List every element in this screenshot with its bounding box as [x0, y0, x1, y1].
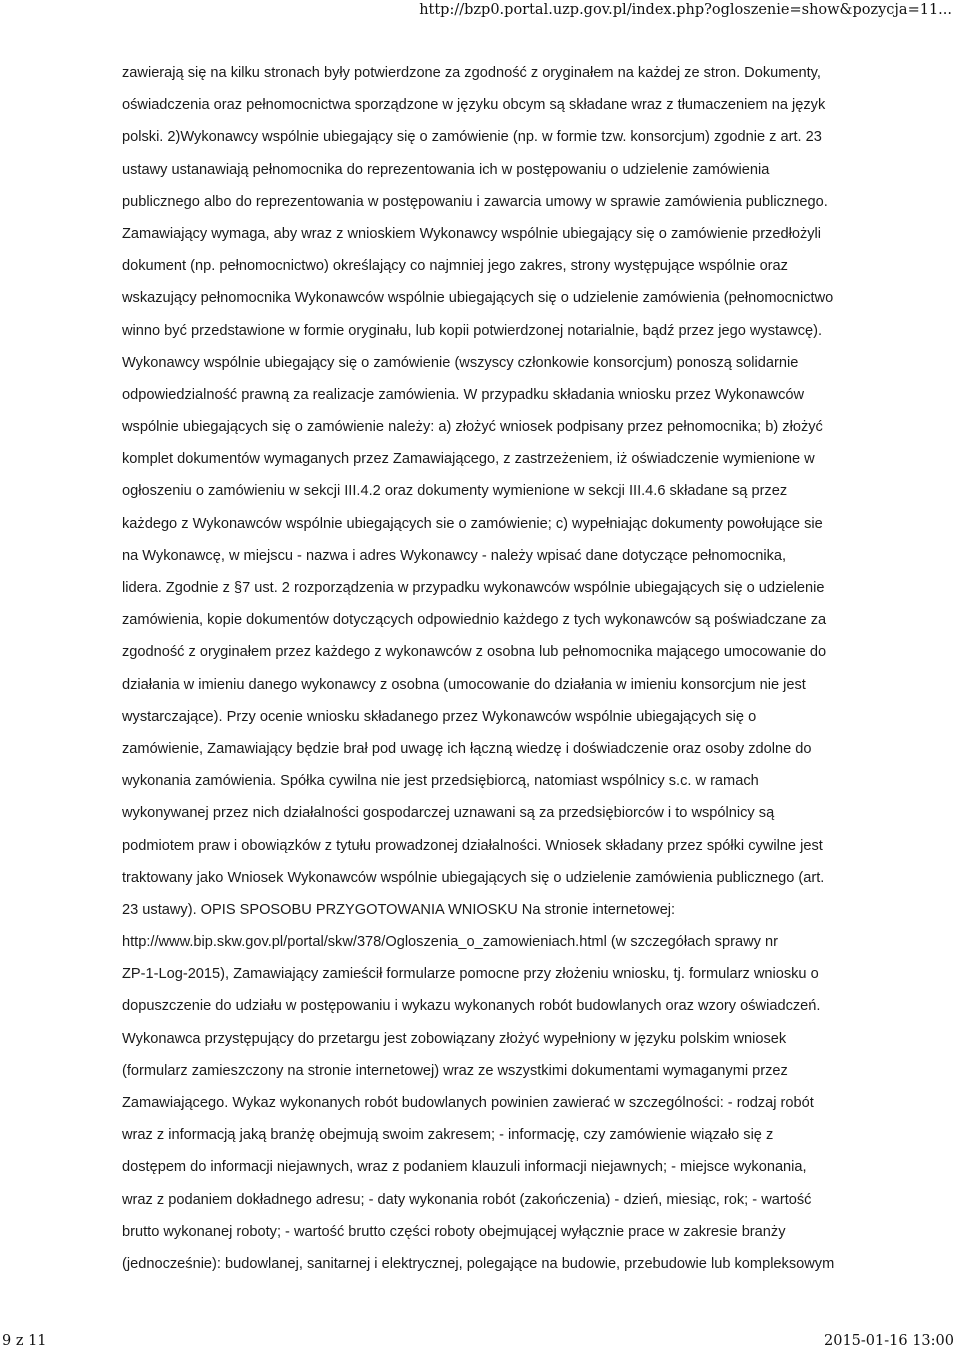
text-line: ogłoszeniu o zamówieniu w sekcji III.4.2 oraz dokumenty wymienione w sekcji III.4.6 składane są przez — [122, 483, 788, 500]
text-line: http://www.bip.skw.gov.pl/portal/skw/378/Ogloszenia_o_zamowieniach.html (w szczegółach sprawy nr — [122, 934, 778, 951]
text-line: dokument (np. pełnomocnictwo) określający co najmniej jego zakres, strony występujące wspólnie oraz — [122, 258, 788, 275]
text-line: wykonania zamówienia. Spółka cywilna nie jest przedsiębiorcą, natomiast wspólnicy s.c. w ramach — [122, 773, 759, 790]
text-line: ZP-1-Log-2015), Zamawiający zamieścił formularze pomocne przy złożeniu wniosku, tj. formularz wniosku o — [122, 966, 819, 983]
text-line: publicznego albo do reprezentowania w postępowaniu i zawarcia umowy w sprawie zamówienia publicznego. — [122, 193, 828, 210]
text-line: wykonywanej przez nich działalności gospodarczej uznawani są za przedsiębiorców i to wspólnicy są — [122, 805, 775, 822]
document-body — [122, 57, 902, 1280]
text-line: zawierają się na kilku stronach były potwierdzone za zgodność z oryginałem na każdej ze stron. Dokumenty, — [122, 65, 821, 81]
page-header-url: http://bzp0.portal.uzp.gov.pl/index.php?ogloszenie=show&pozycja=11... — [419, 2, 952, 18]
text-line: każdego z Wykonawców wspólnie ubiegających sie o zamówienie; c) wypełniając dokumenty powołujące sie — [122, 515, 823, 532]
text-line: wspólnie ubiegających się o zamówienie należy: a) złożyć wniosek podpisany przez pełnomocnika; b) złożyć — [122, 419, 823, 436]
text-line: zamówienia, kopie dokumentów dotyczących odpowiednio każdego z tych wykonawców są poświadczane za — [122, 612, 827, 629]
text-line: ustawy ustanawiają pełnomocnika do reprezentowania ich w postępowaniu o udzielenie zamówienia — [122, 161, 770, 178]
text-line: dopuszczenie do udziału w postępowaniu i wykazu wykonanych robót budowlanych oraz wzory oświadczeń. — [122, 998, 821, 1015]
text-line: (formularz zamieszczony na stronie internetowej) wraz ze wszystkimi dokumentami wymaganymi przez — [122, 1062, 788, 1079]
text-line: 23 ustawy). OPIS SPOSOBU PRZYGOTOWANIA WNIOSKU Na stronie internetowej: — [122, 901, 676, 918]
text-line: odpowiedzialność prawną za realizacje zamówienia. W przypadku składania wniosku przez Wykonawców — [122, 386, 805, 403]
text-line: Zamawiający wymaga, aby wraz z wnioskiem Wykonawcy wspólnie ubiegający się o zamówienie przedłożyli — [122, 225, 822, 242]
page-number: 9 z 11 — [2, 1333, 47, 1349]
text-line: winno być przedstawione w formie oryginału, lub kopii potwierdzonej notarialnie, bądź przez jego wystawcę). — [122, 322, 823, 339]
text-line: (jednocześnie): budowlanej, sanitarnej i elektrycznej, polegające na budowie, przebudowie lub kompleksowym — [122, 1255, 835, 1272]
text-line: traktowany jako Wniosek Wykonawców wspólnie ubiegających się o udzielenie zamówienia publicznego (art. — [122, 869, 825, 886]
text-line: podmiotem praw i obowiązków z tytułu prowadzonej działalności. Wniosek składany przez spółki cywilne jest — [122, 837, 823, 854]
text-line: komplet dokumentów wymaganych przez Zamawiającego, z zastrzeżeniem, iż oświadczenie wymienione w — [122, 451, 815, 468]
text-line: polski. 2)Wykonawcy wspólnie ubiegający się o zamówienie (np. w formie tzw. konsorcjum) zgodnie z art. 23 — [122, 129, 822, 146]
text-line: zgodność z oryginałem przez każdego z wykonawców z osobna lub pełnomocnika mającego umocowanie do — [122, 644, 827, 661]
text-line: lidera. Zgodnie z §7 ust. 2 rozporządzenia w przypadku wykonawców wspólnie ubiegających się o udzielenie — [122, 580, 825, 596]
text-line: Wykonawca przystępujący do przetargu jest zobowiązany złożyć wypełniony w języku polskim wniosek — [122, 1030, 787, 1047]
text-line: wraz z podaniem dokładnego adresu; - daty wykonania robót (zakończenia) - dzień, miesiąc, rok; - wartość — [122, 1191, 812, 1208]
text-line: wskazujący pełnomocnika Wykonawców wspólnie ubiegających się o udzielenie zamówienia (pełnomocnictwo — [122, 290, 834, 307]
text-line: Wykonawcy wspólnie ubiegający się o zamówienie (wszyscy członkowie konsorcjum) ponoszą solidarnie — [122, 354, 799, 371]
text-line: wraz z informacją jaką branżę obejmują swoim zakresem; - informację, czy zamówienie wiązało się z — [122, 1127, 774, 1144]
text-line: dostępem do informacji niejawnych, wraz z podaniem klauzuli informacji niejawnych; - miejsce wykonania, — [122, 1159, 807, 1176]
text-line: wystarczające). Przy ocenie wniosku składanego przez Wykonawców wspólnie ubiegających się o — [122, 708, 757, 725]
text-line: Zamawiającego. Wykaz wykonanych robót budowlanych powinien zawierać w szczególności: - rodzaj robót — [122, 1095, 814, 1111]
text-line: oświadczenia oraz pełnomocnictwa sporządzone w języku obcym są składane wraz z tłumaczeniem na język — [122, 97, 826, 114]
text-line: zamówienie, Zamawiający będzie brał pod uwagę ich łączną wiedzę i doświadczenie oraz osoby zdolne do — [122, 740, 812, 757]
text-line: na Wykonawcę, w miejscu - nazwa i adres Wykonawcy - należy wpisać dane dotyczące pełnomocnika, — [122, 547, 787, 564]
print-timestamp: 2015-01-16 13:00 — [824, 1333, 954, 1349]
text-line: brutto wykonanej roboty; - wartość brutto części roboty obejmującej wyłącznie prace w zakresie branży — [122, 1223, 786, 1240]
text-line: działania w imieniu danego wykonawcy z osobna (umocowanie do działania w imieniu konsorcjum nie jest — [122, 676, 806, 693]
